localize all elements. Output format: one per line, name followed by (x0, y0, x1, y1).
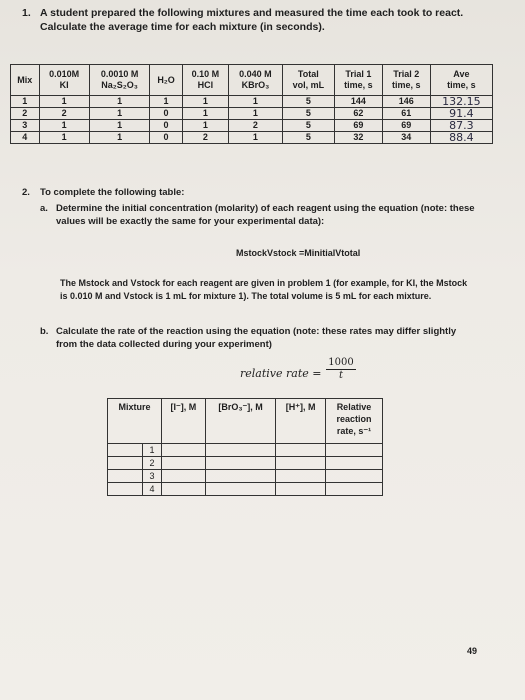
table-row (11, 120, 493, 132)
cell-blank[interactable] (162, 470, 206, 483)
cell-trial1: 32 (334, 132, 382, 144)
table-row (11, 108, 493, 120)
cell-thio: 1 (89, 108, 150, 120)
cell-kbro3: 1 (229, 108, 283, 120)
cell-blank[interactable] (205, 457, 275, 470)
cell-mixture: 3 (143, 470, 162, 483)
table-row (108, 483, 383, 496)
stock-note: The Mstock and Vstock for each reagent are given in problem 1 (for example, for KI, the Mstock is 0.010 M and Vstock is 1 mL for mixture 1). The total volume is 5 mL for each mixture. (60, 278, 468, 301)
cell-blank[interactable] (325, 470, 382, 483)
cell-ki: 1 (39, 120, 89, 132)
cell-blank[interactable] (276, 457, 326, 470)
cell-mix: 3 (11, 120, 40, 132)
cell-blank[interactable] (325, 444, 382, 457)
concentration-table (107, 398, 383, 496)
cell-mix: 2 (11, 108, 40, 120)
header-iodide: [I⁻], M (162, 399, 206, 444)
part-label: b. (40, 326, 49, 337)
header-bromate: [BrO₃⁻], M (205, 399, 275, 444)
cell-blank[interactable] (162, 457, 206, 470)
cell-mixture: 2 (143, 457, 162, 470)
cell-mix: 1 (11, 96, 40, 108)
fraction-denominator: t (338, 370, 344, 381)
cell-hcl: 2 (182, 132, 228, 144)
dilution-equation: MstockVstock =MinitialVtotal (236, 248, 361, 258)
cell-ki: 2 (39, 108, 89, 120)
cell-trial2: 146 (382, 96, 430, 108)
question-number: 2. (22, 187, 30, 198)
cell-blank[interactable] (325, 483, 382, 496)
cell-average-handwritten: 132.15 (430, 96, 492, 108)
cell-mixture: 4 (143, 483, 162, 496)
cell-kbro3: 2 (229, 120, 283, 132)
cell-total: 5 (282, 96, 334, 108)
cell-total: 5 (282, 108, 334, 120)
cell-blank[interactable] (276, 483, 326, 496)
table-row (108, 470, 383, 483)
cell-hcl: 1 (182, 108, 228, 120)
cell-average-handwritten: 88.4 (430, 132, 492, 144)
cell-ki: 1 (39, 96, 89, 108)
fraction-numerator: 1000 (326, 357, 356, 370)
header-hydrogen-ion: [H⁺], M (276, 399, 326, 444)
cell-trial1: 69 (334, 120, 382, 132)
cell-total: 5 (282, 120, 334, 132)
header-trial-2: Trial 2 time, s (382, 65, 430, 96)
header-water: H₂O (150, 65, 182, 96)
header-average: Ave time, s (430, 65, 492, 96)
rate-equation-lhs: relative rate = (240, 367, 322, 380)
cell-blank[interactable] (325, 457, 382, 470)
cell-average-handwritten: 91.4 (430, 108, 492, 120)
cell-thio: 1 (89, 96, 150, 108)
table-row (11, 96, 493, 108)
cell-blank[interactable] (205, 444, 275, 457)
part-label: a. (40, 203, 48, 214)
header-trial-1: Trial 1 time, s (334, 65, 382, 96)
cell-mixture: 1 (143, 444, 162, 457)
table-row (108, 457, 383, 470)
cell-ki: 1 (39, 132, 89, 144)
part-text: Calculate the rate of the reaction using the equation (note: these rates may differ slightly from the data collected during your experiment) (56, 326, 457, 350)
cell-average-handwritten: 87.3 (430, 120, 492, 132)
question-text: To complete the following table: (40, 187, 185, 198)
cell-blank[interactable] (276, 444, 326, 457)
cell-blank[interactable] (276, 470, 326, 483)
cell-water: 0 (150, 120, 182, 132)
header-hcl: 0.10 M HCl (182, 65, 228, 96)
cell-blank[interactable] (162, 444, 206, 457)
page-number: 49 (467, 646, 478, 656)
header-kbro3: 0.040 M KBrO₃ (229, 65, 283, 96)
table-header-row (11, 65, 493, 96)
cell-trial2: 34 (382, 132, 430, 144)
header-ki: 0.010M KI (39, 65, 89, 96)
cell-thio: 1 (89, 120, 150, 132)
header-mix: Mix (11, 65, 40, 96)
cell-thio: 1 (89, 132, 150, 144)
mixture-table (10, 64, 493, 144)
cell-total: 5 (282, 132, 334, 144)
header-thiosulfate: 0.0010 M Na₂S₂O₃ (89, 65, 150, 96)
cell-water: 0 (150, 108, 182, 120)
cell-trial2: 61 (382, 108, 430, 120)
table-row (11, 132, 493, 144)
cell-mix: 4 (11, 132, 40, 144)
cell-trial2: 69 (382, 120, 430, 132)
cell-trial1: 144 (334, 96, 382, 108)
cell-kbro3: 1 (229, 96, 283, 108)
table-header-row (108, 399, 383, 444)
header-relative-rate: Relative reaction rate, s⁻¹ (325, 399, 382, 444)
cell-blank[interactable] (205, 470, 275, 483)
header-mixture: Mixture (108, 399, 162, 444)
table-row (108, 444, 383, 457)
cell-blank[interactable] (162, 483, 206, 496)
cell-kbro3: 1 (229, 132, 283, 144)
cell-water: 1 (150, 96, 182, 108)
part-text: Determine the initial concentration (molarity) of each reagent using the equation (note: these values will be exactly the same for your experimental data): (56, 203, 475, 227)
header-total-volume: Total vol, mL (282, 65, 334, 96)
question-number: 1. (22, 7, 31, 19)
rate-fraction (326, 357, 356, 381)
cell-hcl: 1 (182, 96, 228, 108)
cell-blank[interactable] (205, 483, 275, 496)
cell-water: 0 (150, 132, 182, 144)
cell-trial1: 62 (334, 108, 382, 120)
question-text: A student prepared the following mixtures and measured the time each took to react. Calculate the average time for each mixture (in seconds). (40, 7, 464, 33)
cell-hcl: 1 (182, 120, 228, 132)
